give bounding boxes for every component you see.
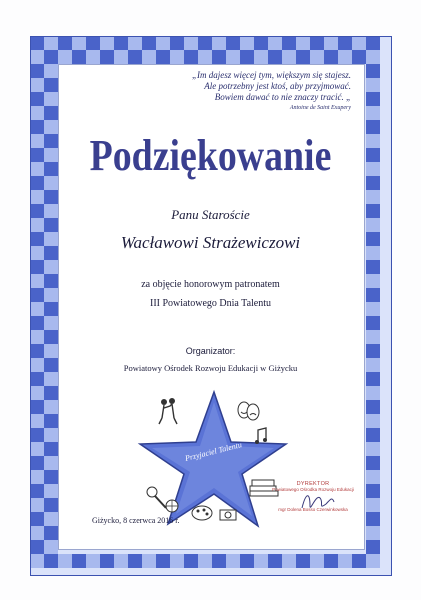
music-note-icon bbox=[255, 428, 267, 444]
border-square bbox=[366, 302, 380, 316]
border-square bbox=[282, 554, 296, 568]
border-square bbox=[310, 36, 324, 50]
border-square bbox=[86, 50, 100, 64]
border-square bbox=[44, 554, 58, 568]
border-square bbox=[30, 442, 44, 456]
border-square bbox=[86, 36, 100, 50]
border-square bbox=[366, 162, 380, 176]
border-square bbox=[30, 190, 44, 204]
border-square bbox=[184, 50, 198, 64]
border-square bbox=[268, 50, 282, 64]
border-square bbox=[254, 50, 268, 64]
border-square bbox=[44, 120, 58, 134]
border-square bbox=[44, 246, 58, 260]
border-square bbox=[30, 302, 44, 316]
border-square bbox=[128, 554, 142, 568]
border-square bbox=[44, 274, 58, 288]
border-square bbox=[366, 274, 380, 288]
border-square bbox=[156, 36, 170, 50]
border-square bbox=[184, 554, 198, 568]
border-square bbox=[44, 218, 58, 232]
border-square bbox=[310, 554, 324, 568]
border-square bbox=[44, 540, 58, 554]
border-square bbox=[30, 470, 44, 484]
border-square bbox=[142, 36, 156, 50]
border-square bbox=[100, 554, 114, 568]
border-square bbox=[30, 386, 44, 400]
star-label: Przyjaciel Talentu bbox=[184, 440, 243, 463]
border-square bbox=[240, 50, 254, 64]
border-square bbox=[44, 442, 58, 456]
border-square bbox=[366, 414, 380, 428]
border-square bbox=[44, 400, 58, 414]
border-square bbox=[44, 204, 58, 218]
border-square bbox=[352, 36, 366, 50]
border-square bbox=[366, 316, 380, 330]
border-square bbox=[366, 218, 380, 232]
border-square bbox=[366, 190, 380, 204]
border-square bbox=[44, 64, 58, 78]
border-square bbox=[240, 36, 254, 50]
border-square bbox=[30, 540, 44, 554]
border-square bbox=[268, 36, 282, 50]
border-square bbox=[170, 50, 184, 64]
border-square bbox=[296, 36, 310, 50]
border-square bbox=[30, 204, 44, 218]
border-square bbox=[72, 554, 86, 568]
border-square bbox=[44, 106, 58, 120]
border-square bbox=[114, 50, 128, 64]
border-square bbox=[30, 50, 44, 64]
organizer-label: Organizator: bbox=[185, 346, 236, 356]
border-square bbox=[30, 232, 44, 246]
border-square bbox=[366, 526, 380, 540]
border-square bbox=[352, 50, 366, 64]
border-square bbox=[282, 36, 296, 50]
border-square bbox=[366, 148, 380, 162]
border-square bbox=[30, 554, 44, 568]
border-square bbox=[366, 92, 380, 106]
border-square bbox=[30, 218, 44, 232]
border-square bbox=[366, 120, 380, 134]
border-square bbox=[30, 176, 44, 190]
border-square bbox=[30, 330, 44, 344]
quote-line-3: Bowiem dawać to nie znaczy tracić. „ bbox=[214, 92, 351, 102]
border-square bbox=[296, 50, 310, 64]
border-square bbox=[44, 190, 58, 204]
border-square bbox=[44, 330, 58, 344]
border-square bbox=[366, 204, 380, 218]
border-square bbox=[366, 456, 380, 470]
border-square bbox=[44, 50, 58, 64]
border-square bbox=[366, 134, 380, 148]
border-square bbox=[44, 176, 58, 190]
border-square bbox=[366, 176, 380, 190]
border-square bbox=[226, 50, 240, 64]
border-square bbox=[156, 554, 170, 568]
border-square bbox=[30, 358, 44, 372]
border-square bbox=[296, 554, 310, 568]
border-square bbox=[268, 554, 282, 568]
border-square bbox=[156, 50, 170, 64]
border-square bbox=[366, 78, 380, 92]
border-square bbox=[30, 512, 44, 526]
border-square bbox=[72, 50, 86, 64]
stamp-director-name: mgr Dolena Bosso Czerwinkowska bbox=[278, 507, 348, 512]
border-square bbox=[366, 498, 380, 512]
border-square bbox=[30, 64, 44, 78]
border-square bbox=[30, 120, 44, 134]
border-square bbox=[366, 428, 380, 442]
border-square bbox=[212, 50, 226, 64]
dancers-icon bbox=[159, 398, 177, 424]
border-square bbox=[30, 400, 44, 414]
border-square bbox=[58, 554, 72, 568]
border-square bbox=[30, 92, 44, 106]
microphone-icon bbox=[147, 487, 166, 508]
border-square bbox=[30, 134, 44, 148]
border-square bbox=[30, 36, 44, 50]
border-square bbox=[366, 106, 380, 120]
border-square bbox=[44, 92, 58, 106]
border-square bbox=[30, 428, 44, 442]
border-square bbox=[44, 232, 58, 246]
border-square bbox=[366, 442, 380, 456]
recipient-name: Wacławowi Strażewiczowi bbox=[120, 233, 301, 252]
border-square bbox=[170, 554, 184, 568]
reason-line-2: III Powiatowego Dnia Talentu bbox=[149, 298, 272, 309]
border-square bbox=[324, 36, 338, 50]
border-square bbox=[44, 260, 58, 274]
stamp-organization: Powiatowego Ośrodka Rozwoju Edukacji bbox=[272, 487, 354, 492]
border-square bbox=[366, 386, 380, 400]
border-square bbox=[58, 50, 72, 64]
border-square bbox=[30, 372, 44, 386]
border-square bbox=[184, 36, 198, 50]
camera-icon bbox=[220, 510, 236, 520]
quote-author: Antoine de Saint Exupery bbox=[289, 105, 351, 111]
border-square bbox=[44, 288, 58, 302]
border-square bbox=[324, 554, 338, 568]
border-square bbox=[30, 148, 44, 162]
border-square bbox=[198, 36, 212, 50]
border-square bbox=[86, 554, 100, 568]
border-square bbox=[338, 36, 352, 50]
border-square bbox=[352, 554, 366, 568]
border-square bbox=[30, 288, 44, 302]
border-square bbox=[366, 260, 380, 274]
border-square bbox=[44, 414, 58, 428]
border-square bbox=[114, 36, 128, 50]
stamp-title: DYREKTOR bbox=[296, 481, 330, 487]
border-square bbox=[212, 36, 226, 50]
border-square bbox=[44, 302, 58, 316]
border-square bbox=[198, 554, 212, 568]
border-square bbox=[44, 456, 58, 470]
quote-block bbox=[101, 70, 351, 113]
border-square bbox=[128, 50, 142, 64]
ball-icon bbox=[166, 500, 178, 512]
handwritten-signature bbox=[298, 488, 338, 516]
border-square bbox=[366, 554, 380, 568]
quote-line-2: Ale potrzebny jest ktoś, aby przyjmować. bbox=[204, 81, 351, 91]
border-square bbox=[366, 358, 380, 372]
border-square bbox=[30, 414, 44, 428]
border-square bbox=[254, 36, 268, 50]
border-square bbox=[44, 526, 58, 540]
certificate-title: Podziękowanie bbox=[89, 131, 332, 180]
border-square bbox=[30, 498, 44, 512]
border-square bbox=[44, 498, 58, 512]
border-square bbox=[226, 36, 240, 50]
border-square bbox=[44, 162, 58, 176]
border-square bbox=[44, 512, 58, 526]
border-square bbox=[30, 316, 44, 330]
issue-date: Giżycko, 8 czerwca 2016 r. bbox=[92, 516, 180, 525]
border-square bbox=[366, 484, 380, 498]
border-square bbox=[44, 358, 58, 372]
border-square bbox=[128, 36, 142, 50]
border-square bbox=[240, 554, 254, 568]
border-square bbox=[310, 50, 324, 64]
border-square bbox=[366, 288, 380, 302]
border-square bbox=[30, 274, 44, 288]
border-square bbox=[44, 134, 58, 148]
border-square bbox=[212, 554, 226, 568]
organizer-name: Powiatowy Ośrodek Rozwoju Edukacji w Giżycku bbox=[123, 363, 298, 373]
border-square bbox=[226, 554, 240, 568]
border-square bbox=[338, 50, 352, 64]
border-square bbox=[44, 372, 58, 386]
border-square bbox=[100, 36, 114, 50]
border-square bbox=[44, 484, 58, 498]
border-square bbox=[30, 344, 44, 358]
border-square bbox=[366, 470, 380, 484]
border-square bbox=[198, 50, 212, 64]
border-square bbox=[58, 36, 72, 50]
border-square bbox=[30, 162, 44, 176]
border-square bbox=[366, 36, 380, 50]
border-square bbox=[30, 246, 44, 260]
border-square bbox=[30, 456, 44, 470]
border-square bbox=[366, 246, 380, 260]
border-square bbox=[282, 50, 296, 64]
border-square bbox=[30, 260, 44, 274]
quote-line-1: „Im dajesz więcej tym, większym się stajesz. bbox=[192, 70, 351, 80]
border-square bbox=[44, 316, 58, 330]
border-square bbox=[254, 554, 268, 568]
border-square bbox=[142, 554, 156, 568]
border-square bbox=[366, 400, 380, 414]
border-square bbox=[44, 470, 58, 484]
border-square bbox=[366, 50, 380, 64]
border-square bbox=[366, 344, 380, 358]
border-square bbox=[366, 330, 380, 344]
border-square bbox=[100, 50, 114, 64]
border-square bbox=[366, 540, 380, 554]
border-square bbox=[30, 106, 44, 120]
border-square bbox=[30, 78, 44, 92]
border-square bbox=[114, 554, 128, 568]
border-square bbox=[44, 386, 58, 400]
border-square bbox=[324, 50, 338, 64]
border-square bbox=[44, 78, 58, 92]
border-square bbox=[44, 428, 58, 442]
theatre-masks-icon bbox=[238, 402, 259, 420]
border-square bbox=[44, 36, 58, 50]
border-square bbox=[44, 344, 58, 358]
border-square bbox=[366, 64, 380, 78]
border-square bbox=[44, 148, 58, 162]
border-square bbox=[30, 526, 44, 540]
border-square bbox=[170, 36, 184, 50]
border-square bbox=[366, 372, 380, 386]
border-square bbox=[366, 512, 380, 526]
border-square bbox=[338, 554, 352, 568]
border-square bbox=[30, 484, 44, 498]
reason-line-1: za objęcie honorowym patronatem bbox=[141, 279, 280, 290]
recipient-prefix: Panu Staroście bbox=[171, 207, 250, 222]
border-square bbox=[72, 36, 86, 50]
border-square bbox=[142, 50, 156, 64]
border-square bbox=[366, 232, 380, 246]
